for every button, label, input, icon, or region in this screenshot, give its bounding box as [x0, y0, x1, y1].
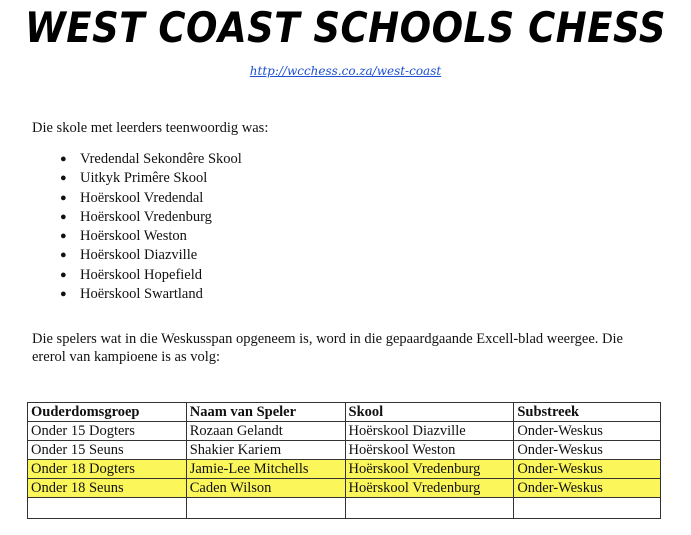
table-row-highlighted — [28, 479, 661, 498]
list-item — [60, 169, 242, 188]
cell-player-name: Caden Wilson — [186, 479, 345, 498]
bullet-icon: ● — [60, 230, 67, 243]
bullet-icon: ● — [60, 210, 67, 223]
cell-empty — [345, 498, 514, 519]
list-item — [60, 150, 242, 169]
table-row-highlighted — [28, 460, 661, 479]
table-row — [28, 441, 661, 460]
results-table — [27, 402, 661, 519]
cell-age-group: Onder 15 Seuns — [28, 441, 187, 460]
table-row-empty — [28, 498, 661, 519]
list-item — [60, 189, 242, 208]
school-name: Hoërskool Hopefield — [80, 266, 203, 283]
bullet-icon: ● — [60, 288, 67, 301]
cell-subregion: Onder-Weskus — [514, 422, 661, 441]
school-name: Uitkyk Primêre Skool — [80, 170, 208, 187]
school-name: Hoërskool Swartland — [80, 286, 203, 303]
bullet-icon: ● — [60, 153, 67, 165]
cell-player-name: Shakier Kariem — [186, 441, 345, 460]
school-name: Hoërskool Weston — [80, 228, 187, 245]
bullet-icon: ● — [60, 191, 67, 204]
cell-school: Hoërskool Diazville — [345, 422, 514, 441]
header-school: Skool — [345, 403, 514, 422]
list-item — [60, 208, 242, 227]
header-subregion: Substreek — [514, 403, 661, 422]
cell-age-group: Onder 18 Seuns — [28, 479, 187, 498]
school-name: Hoërskool Diazville — [80, 247, 198, 264]
cell-empty — [28, 498, 187, 519]
cell-empty — [514, 498, 661, 519]
cell-school: Hoërskool Vredenburg — [345, 460, 514, 479]
table-header-row — [28, 403, 661, 422]
list-item — [60, 246, 242, 265]
cell-subregion: Onder-Weskus — [514, 479, 661, 498]
body-paragraph: Die spelers wat in die Weskusspan opgeneem is, word in die gepaardgaande Excell-blad weergee. Die ererol van kampioene is as volg: — [32, 331, 623, 365]
cell-school: Hoërskool Vredenburg — [345, 479, 514, 498]
list-item — [60, 285, 242, 304]
cell-player-name: Jamie-Lee Mitchells — [186, 460, 345, 479]
bullet-icon: ● — [60, 249, 67, 262]
header-player-name: Naam van Speler — [186, 403, 345, 422]
page-title: WEST COAST SCHOOLS CHESS — [24, 4, 667, 53]
school-name: Vredendal Sekondêre Skool — [80, 151, 242, 167]
cell-school: Hoërskool Weston — [345, 441, 514, 460]
list-item — [60, 266, 242, 285]
intro-text: Die skole met leerders teenwoordig was: — [32, 120, 269, 136]
cell-subregion: Onder-Weskus — [514, 460, 661, 479]
cell-age-group: Onder 18 Dogters — [28, 460, 187, 479]
bullet-icon: ● — [60, 172, 67, 185]
cell-subregion: Onder-Weskus — [514, 441, 661, 460]
table-row — [28, 422, 661, 441]
cell-empty — [186, 498, 345, 519]
school-list — [60, 150, 242, 304]
header-age-group: Ouderdomsgroep — [28, 403, 187, 422]
list-item — [60, 227, 242, 246]
bullet-icon: ● — [60, 268, 67, 281]
website-link[interactable]: http://wcchess.co.za/west-coast — [249, 64, 442, 78]
school-name: Hoërskool Vredenburg — [80, 208, 212, 225]
school-name: Hoërskool Vredendal — [80, 189, 204, 206]
cell-age-group: Onder 15 Dogters — [28, 422, 187, 441]
cell-player-name: Rozaan Gelandt — [186, 422, 345, 441]
